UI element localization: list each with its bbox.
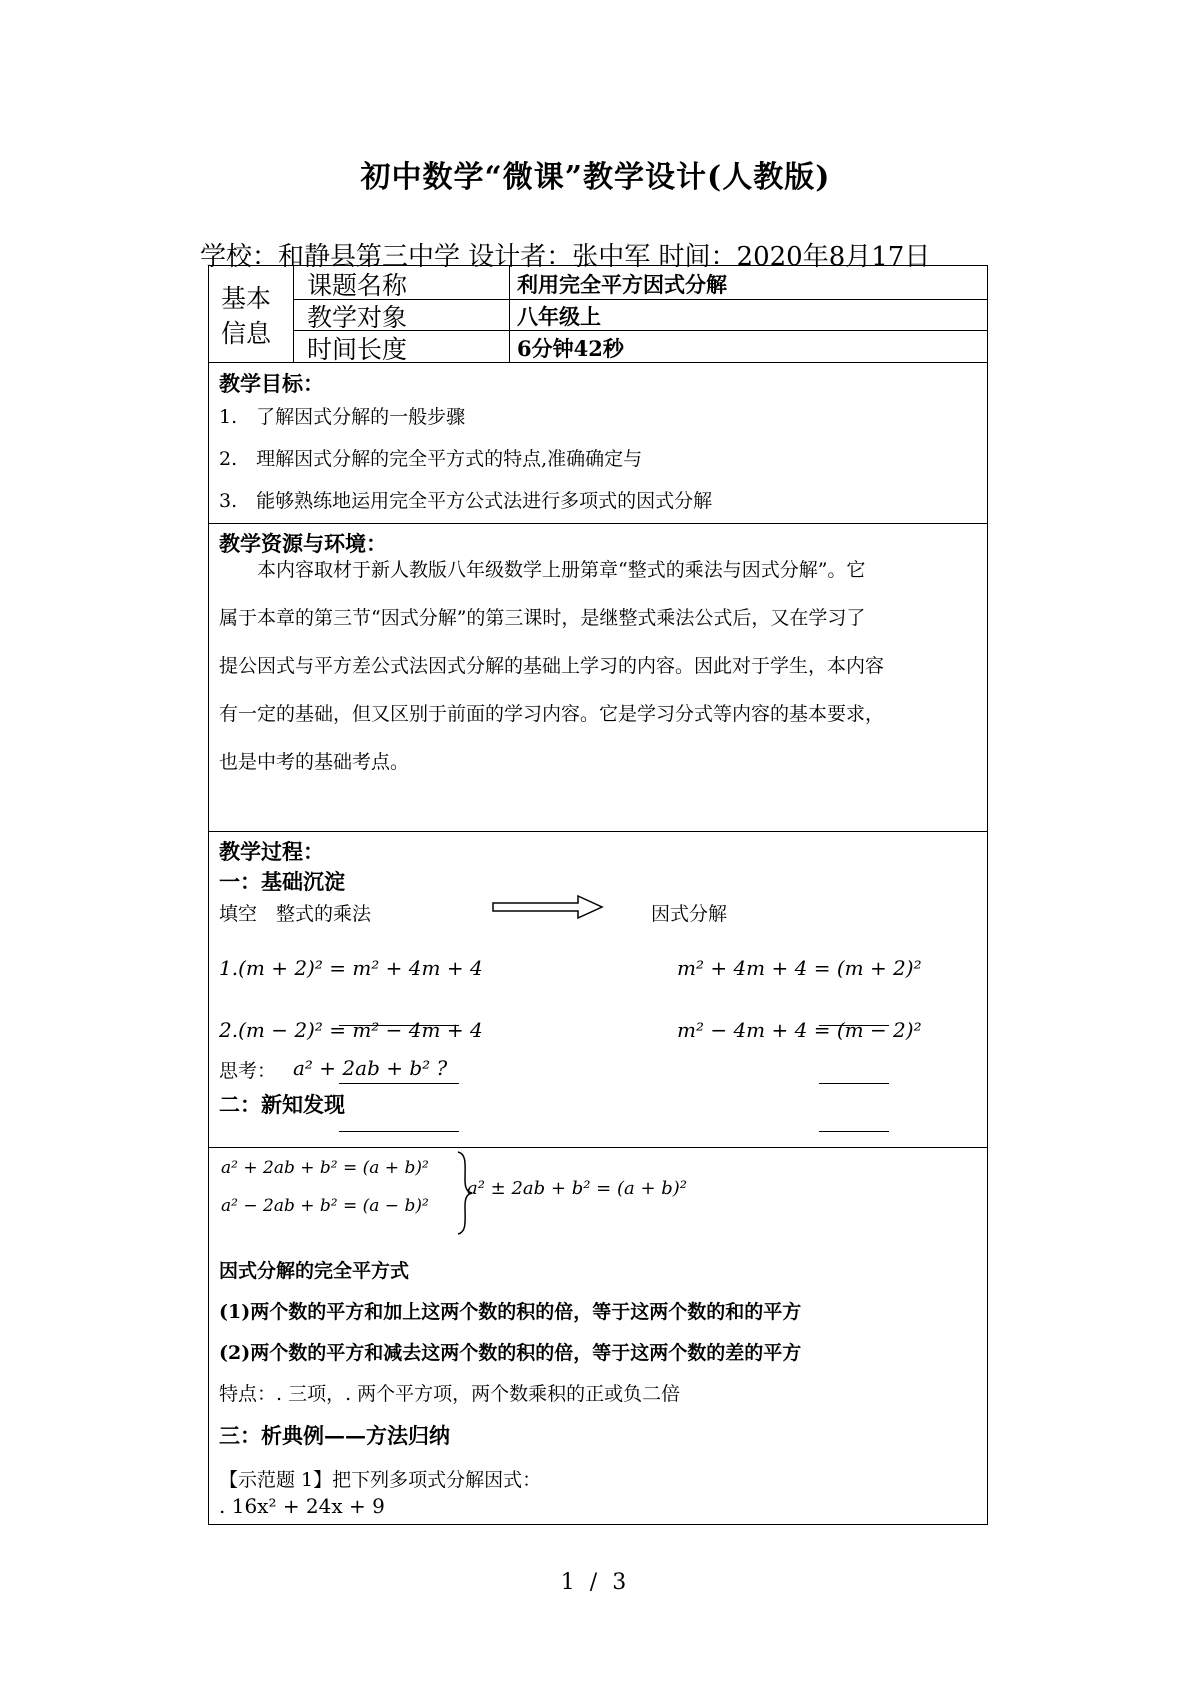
think-label: 思考：	[219, 1060, 277, 1082]
table-divider	[209, 523, 987, 524]
equation: m² − 4m + 4 = (m − 2)²	[677, 1018, 922, 1042]
equation: 2.(m − 2)² = m² − 4m + 4	[219, 1018, 483, 1042]
formula: a² − 2ab + b² = (a − b)²	[221, 1196, 429, 1216]
rule-text: (1)两个数的平方和加上这两个数的积的倍，等于这两个数的和的平方	[219, 1301, 802, 1323]
combined-formula: a² ± 2ab + b² = (a + b)²	[467, 1178, 688, 1199]
document-title: 初中数学“微课”教学设计(人教版)	[360, 160, 831, 195]
section-heading: 三：析典例——方法归纳	[219, 1423, 450, 1448]
example-title: 【示范题 1】把下列多项式分解因式：	[219, 1469, 542, 1491]
table-divider	[209, 831, 987, 832]
answer-blank	[339, 1083, 459, 1084]
document-meta: 学校：和静县第三中学 设计者：张中军 时间：2020年8月17日	[200, 242, 931, 272]
objectives-heading: 教学目标：	[219, 371, 324, 396]
rule-text: (2)两个数的平方和减去这两个数的积的倍，等于这两个数的差的平方	[219, 1342, 802, 1364]
basic-info-label: 基本	[221, 284, 272, 313]
resources-line: 本内容取材于新人教版八年级数学上册第章“整式的乘法与因式分解”。它	[219, 559, 866, 581]
answer-blank	[819, 1131, 889, 1132]
table-divider	[293, 266, 294, 362]
resources-line: 提公因式与平方差公式法因式分解的基础上学习的内容。因此对于学生，本内容	[219, 655, 885, 677]
process-heading: 教学过程：	[219, 839, 324, 864]
objective-item: 2. 理解因式分解的完全平方式的特点,准确确定与	[219, 448, 643, 470]
equation: 1.(m + 2)² = m² + 4m + 4	[219, 956, 483, 980]
section-heading: 一：基础沉淀	[219, 869, 345, 894]
field-value: 八年级上	[517, 304, 601, 329]
table-divider	[209, 1147, 987, 1148]
feature-text: 特点：. 三项，. 两个平方项，两个数乘积的正或负二倍	[219, 1383, 681, 1405]
basic-info-label: 信息	[221, 319, 272, 348]
answer-blank	[339, 1025, 459, 1026]
field-label: 课题名称	[307, 271, 408, 300]
field-label: 教学对象	[307, 303, 408, 332]
think-expression: a² + 2ab + b² ?	[293, 1056, 448, 1080]
page-number: 1 / 3	[560, 1570, 631, 1595]
resources-line: 有一定的基础，但又区别于前面的学习内容。它是学习分式等内容的基本要求，	[219, 703, 885, 725]
example-expression: . 16x² + 24x + 9	[219, 1494, 385, 1518]
table-divider	[509, 266, 510, 362]
objective-item: 3. 能够熟练地运用完全平方公式法进行多项式的因式分解	[219, 490, 713, 512]
answer-blank	[339, 1131, 459, 1132]
arrow-right-icon	[492, 894, 604, 920]
subsection-heading: 因式分解的完全平方式	[219, 1260, 410, 1282]
field-label: 时间长度	[307, 335, 408, 364]
objective-item: 1. 了解因式分解的一般步骤	[219, 406, 466, 428]
answer-blank	[819, 1083, 889, 1084]
resources-heading: 教学资源与环境：	[219, 531, 387, 556]
resources-line: 属于本章的第三节“因式分解”的第三课时，是继整式乘法公式后，又在学习了	[219, 607, 866, 629]
lesson-table	[208, 265, 988, 1525]
equation: m² + 4m + 4 = (m + 2)²	[677, 956, 922, 980]
fill-label: 填空 整式的乘法	[219, 903, 372, 925]
factor-label: 因式分解	[651, 903, 728, 925]
field-value: 6分钟42秒	[517, 336, 624, 361]
formula: a² + 2ab + b² = (a + b)²	[221, 1158, 429, 1178]
field-value: 利用完全平方因式分解	[517, 272, 727, 297]
resources-line: 也是中考的基础考点。	[219, 751, 410, 773]
answer-blank	[819, 1025, 889, 1026]
section-heading: 二：新知发现	[219, 1092, 345, 1117]
